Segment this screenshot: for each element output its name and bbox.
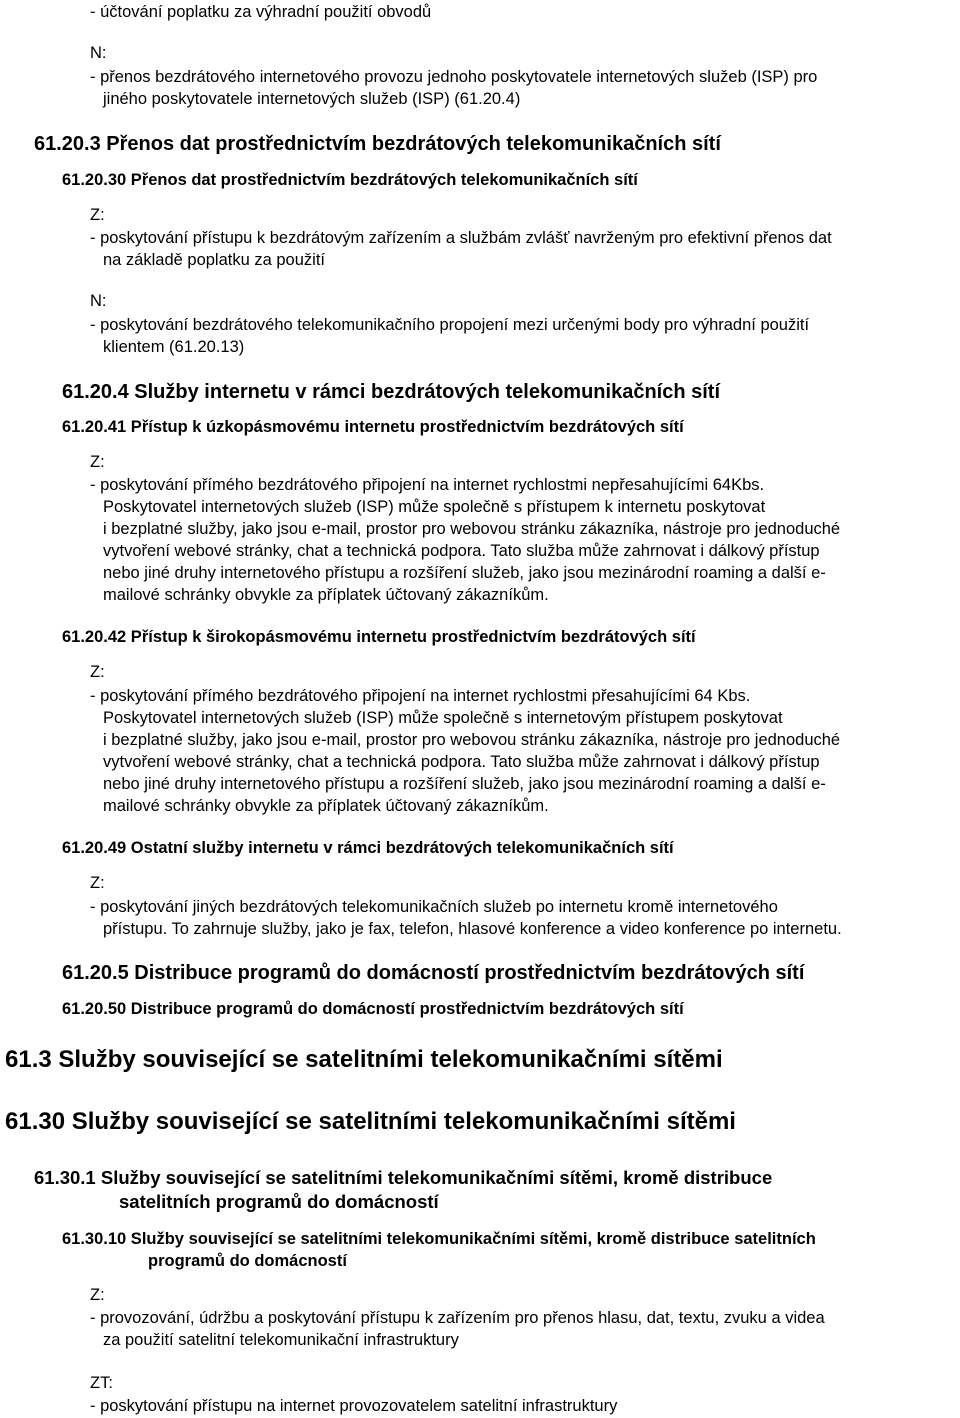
z-text-line: i bezplatné služby, jako jsou e-mail, prostor pro webovou stránku zákazníka, nástroje pro jednoduché <box>103 731 841 749</box>
z-text-line: Poskytovatel internetových služeb (ISP) může společně s přístupem k internetu poskytovat <box>103 498 766 516</box>
n-label: N: <box>90 44 107 62</box>
z-label: Z: <box>90 663 105 681</box>
n-text-line: - přenos bezdrátového internetového provozu jednoho poskytovatele internetových služeb (ISP) pro <box>90 68 818 86</box>
subsection-heading-61-20-49: 61.20.49 Ostatní služby internetu v rámci bezdrátových telekomunikačních sítí <box>62 839 674 857</box>
z-label: Z: <box>90 453 105 471</box>
z-text-line: - poskytování jiných bezdrátových telekomunikačních služeb po internetu kromě internetového <box>90 898 778 916</box>
section-heading-61-20-3: 61.20.3 Přenos dat prostřednictvím bezdrátových telekomunikačních sítí <box>34 133 721 155</box>
z-text-line: i bezplatné služby, jako jsou e-mail, prostor pro webovou stránku zákazníka, nástroje pro jednoduché <box>103 520 841 538</box>
intro-line: - účtování poplatku za výhradní použití obvodů <box>90 3 432 21</box>
z-label: Z: <box>90 1286 105 1304</box>
z-text-line: mailové schránky obvykle za příplatek účtovaný zákazníkům. <box>103 797 549 815</box>
z-text-line: - poskytování přímého bezdrátového připojení na internet rychlostmi přesahujícími 64 Kbs. <box>90 687 751 705</box>
z-text-line: nebo jiné druhy internetového přístupu a rozšíření služeb, jako jsou mezinárodní roaming a další e- <box>103 775 826 793</box>
zt-text-line: - poskytování přístupu na internet provozovatelem satelitní infrastruktury <box>90 1397 618 1415</box>
n-text-line: - poskytování bezdrátového telekomunikačního propojení mezi určenými body pro výhradní použití <box>90 316 810 334</box>
subsection-heading-61-20-41: 61.20.41 Přístup k úzkopásmovému internetu prostřednictvím bezdrátových sítí <box>62 418 684 436</box>
subsection-heading-61-30-10-cont: programů do domácností <box>148 1252 347 1270</box>
z-text-line: mailové schránky obvykle za příplatek účtovaný zákazníkům. <box>103 586 549 604</box>
section-heading-61-30-1: 61.30.1 Služby související se satelitními telekomunikačními sítěmi, kromě distribuce <box>34 1167 773 1188</box>
z-text-line: za použití satelitní telekomunikační infrastruktury <box>103 1331 459 1349</box>
section-heading-61-30: 61.30 Služby související se satelitními telekomunikačními sítěmi <box>5 1108 736 1135</box>
z-text-line: - provozování, údržbu a poskytování přístupu k zařízením pro přenos hlasu, dat, textu, zvuku a videa <box>90 1309 825 1327</box>
z-label: Z: <box>90 874 105 892</box>
z-text-line: - poskytování přístupu k bezdrátovým zařízením a službám zvlášť navrženým pro efektivní přenos dat <box>90 229 832 247</box>
zt-label: ZT: <box>90 1374 113 1392</box>
n-label: N: <box>90 292 107 310</box>
z-text-line: vytvoření webové stránky, chat a technická podpora. Tato služba může zahrnovat i dálkový přístup <box>103 542 820 560</box>
z-text-line: vytvoření webové stránky, chat a technická podpora. Tato služba může zahrnovat i dálkový přístup <box>103 753 820 771</box>
z-text-line: Poskytovatel internetových služeb (ISP) může společně s internetovým přístupem poskytovat <box>103 709 783 727</box>
n-text-line: klientem (61.20.13) <box>103 338 245 356</box>
z-text-line: - poskytování přímého bezdrátového připojení na internet rychlostmi nepřesahujícími 64Kbs. <box>90 476 765 494</box>
section-heading-61-20-5: 61.20.5 Distribuce programů do domácností prostřednictvím bezdrátových sítí <box>62 962 805 984</box>
z-text-line: přístupu. To zahrnuje služby, jako je fax, telefon, hlasové konference a video konference po internetu. <box>103 920 842 938</box>
z-text-line: na základě poplatku za použití <box>103 251 325 269</box>
subsection-heading-61-20-30: 61.20.30 Přenos dat prostřednictvím bezdrátových telekomunikačních sítí <box>62 171 638 189</box>
n-text-line: jiného poskytovatele internetových služeb (ISP) (61.20.4) <box>103 90 521 108</box>
section-heading-61-20-4: 61.20.4 Služby internetu v rámci bezdrátových telekomunikačních sítí <box>62 381 721 403</box>
section-heading-61-3: 61.3 Služby související se satelitními telekomunikačními sítěmi <box>5 1046 723 1073</box>
z-label: Z: <box>90 206 105 224</box>
subsection-heading-61-30-10: 61.30.10 Služby související se satelitními telekomunikačními sítěmi, kromě distribuce satelitních <box>62 1230 816 1248</box>
z-text-line: nebo jiné druhy internetového přístupu a rozšíření služeb, jako jsou mezinárodní roaming a další e- <box>103 564 826 582</box>
section-heading-61-30-1-cont: satelitních programů do domácností <box>119 1191 439 1212</box>
subsection-heading-61-20-50: 61.20.50 Distribuce programů do domácností prostřednictvím bezdrátových sítí <box>62 1000 684 1018</box>
subsection-heading-61-20-42: 61.20.42 Přístup k širokopásmovému internetu prostřednictvím bezdrátových sítí <box>62 628 696 646</box>
